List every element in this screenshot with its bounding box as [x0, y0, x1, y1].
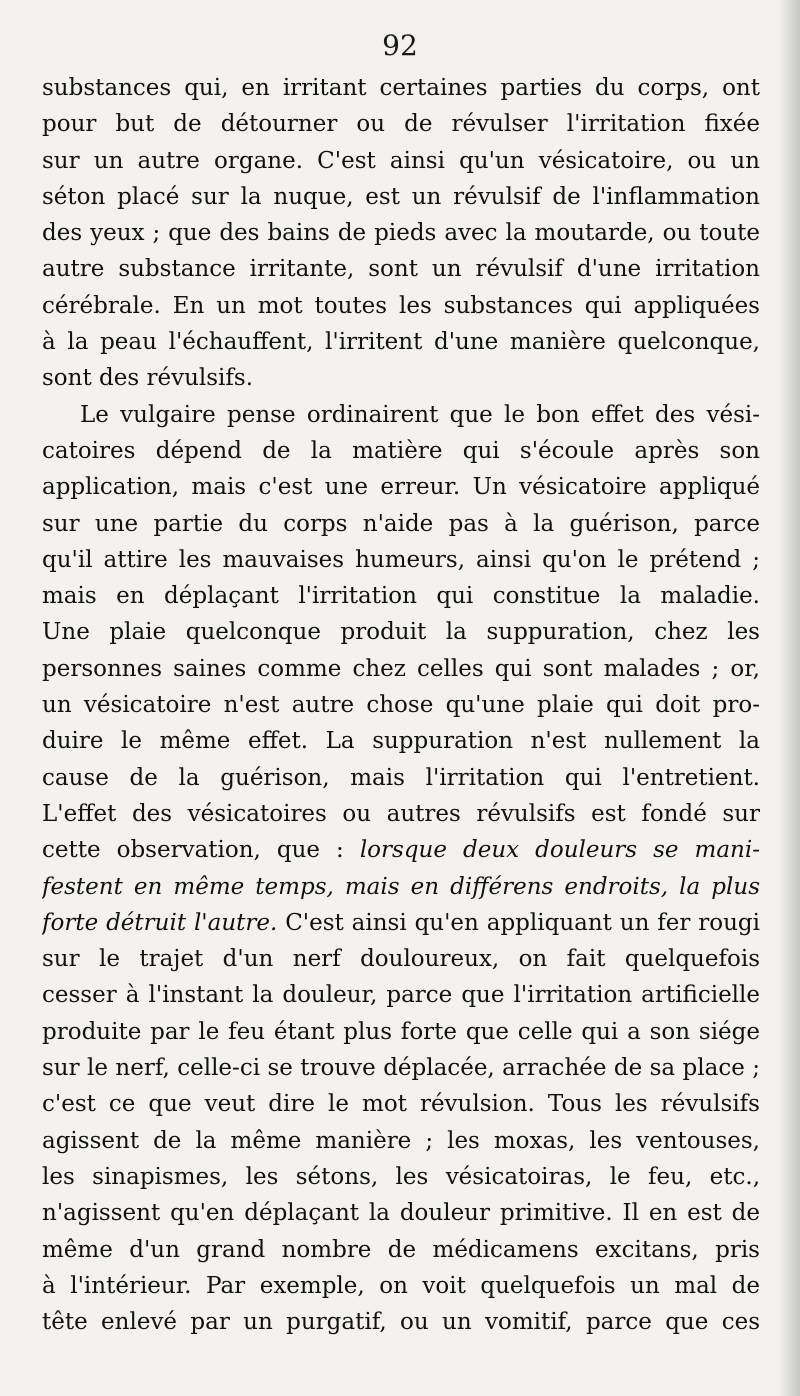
text-line: sur le trajet d'un nerf douloureux, on fait quelquefois [42, 946, 760, 973]
text-line: séton placé sur la nuque, est un révulsif de l'inflammation [42, 183, 760, 210]
text-line: application, mais c'est une erreur. Un vésicatoire appliqué [42, 474, 760, 501]
text-line: pour but de détourner ou de révulser l'irritation fixée [42, 111, 760, 138]
text-line: les sinapismes, les sétons, les vésicatoiras, le feu, etc., [42, 1163, 760, 1190]
text-line: à la peau l'échauffent, l'irritent d'une manière quelconque, [42, 329, 760, 356]
text-line: sur un autre organe. C'est ainsi qu'un vésicatoire, ou un [42, 147, 760, 174]
text-segment: cette observation, que : [42, 837, 344, 864]
text-line: cérébrale. En un mot toutes les substances qui appliquées [42, 292, 760, 319]
text-line: qu'il attire les mauvaises humeurs, ainsi qu'on le prétend ; [42, 546, 760, 573]
text-line: cause de la guérison, mais l'irritation qui l'entretient. [42, 764, 760, 791]
text-line: substances qui, en irritant certaines parties du corps, ont [42, 75, 760, 101]
text-line-mixed [42, 832, 760, 868]
italic-segment: forte détruit l'autre. [42, 909, 278, 936]
text-line: personnes saines comme chez celles qui sont malades ; or, [42, 655, 760, 682]
italic-segment: lorsque deux douleurs se mani- [359, 837, 760, 864]
text-line: n'agissent qu'en déplaçant la douleur primitive. Il en est de [42, 1200, 760, 1227]
text-line: tête enlevé par un purgatif, ou un vomitif, parce que ces [42, 1309, 760, 1336]
text-line: autre substance irritante, sont un révulsif d'une irritation [42, 256, 760, 283]
body-text [42, 70, 760, 1340]
text-line: sur une partie du corps n'aide pas à la guérison, parce [42, 510, 760, 537]
text-line-italic: festent en même temps, mais en différens endroits, la plus [42, 873, 760, 900]
text-line: des yeux ; que des bains de pieds avec la moutarde, ou toute [42, 220, 760, 247]
text-line: un vésicatoire n'est autre chose qu'une plaie qui doit pro- [42, 692, 760, 719]
text-line: mais en déplaçant l'irritation qui constitue la maladie. [42, 583, 760, 610]
text-line-paragraph-end: sont des révulsifs. [42, 365, 254, 392]
text-line: duire le même effet. La suppuration n'est nullement la [42, 728, 760, 755]
text-line: même d'un grand nombre de médicamens excitans, pris [42, 1236, 760, 1263]
page-number: 92 [382, 29, 418, 62]
text-line: c'est ce que veut dire le mot révulsion. Tous les révulsifs [42, 1091, 760, 1118]
text-line-mixed [42, 905, 760, 941]
text-line: sur le nerf, celle-ci se trouve déplacée, arrachée de sa place ; [42, 1055, 760, 1082]
text-line: à l'intérieur. Par exemple, on voit quelquefois un mal de [42, 1272, 760, 1299]
text-line: L'effet des vésicatoires ou autres révulsifs est fondé sur [42, 800, 760, 827]
text-line: agissent de la même manière ; les moxas, les ventouses, [42, 1127, 760, 1154]
text-line: produite par le feu étant plus forte que celle qui a son siége [42, 1018, 760, 1045]
text-line: Une plaie quelconque produit la suppuration, chez les [42, 619, 760, 646]
text-segment: C'est ainsi qu'en appliquant un fer rougi [285, 909, 760, 936]
text-line-paragraph-start: Le vulgaire pense ordinairent que le bon effet des vési- [80, 401, 760, 428]
text-line: cesser à l'instant la douleur, parce que l'irritation artificielle [42, 982, 760, 1009]
text-line: catoires dépend de la matière qui s'écoule après son [42, 437, 760, 464]
